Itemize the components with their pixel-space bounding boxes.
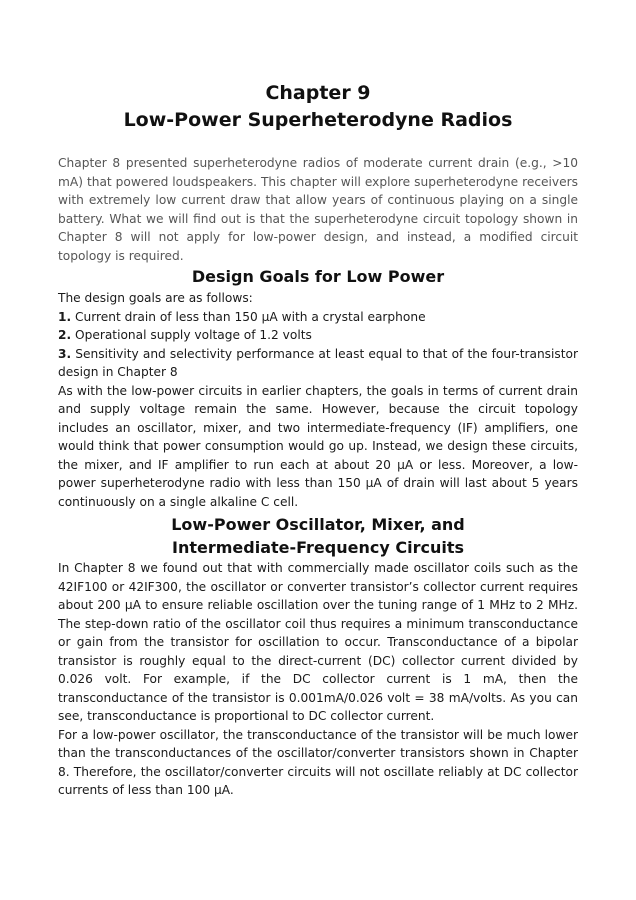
goal-text: Sensitivity and selectivity performance at least equal to that of the four-transistor design in Chapter 8 bbox=[58, 346, 579, 379]
goal-number: 3. bbox=[58, 346, 72, 361]
oscillator-paragraph-2: For a low-power oscillator, the transconductance of the transistor will be much lower than the transconductances of the oscillator/converter transistors shown in Chapter 8. Therefore, the oscillator/converter circuits will not oscillate reliably at DC collector currents of less than 100 μA. bbox=[58, 727, 578, 797]
goal-number: 1. bbox=[58, 309, 72, 324]
goal-item-3 bbox=[58, 345, 578, 382]
goal-number: 2. bbox=[58, 328, 72, 342]
section-heading-line-2: Intermediate-Frequency Circuits bbox=[172, 538, 464, 557]
goal-item-1 bbox=[58, 308, 578, 327]
design-goals-body: As with the low-power circuits in earlier chapters, the goals in terms of current drain and supply voltage remain the same. However, because the circuit topology includes an oscillator, mixer, and two intermediate-frequency (IF) amplifiers, one would think that power consumption would go up. Instead, we design these circuits, the mixer, and IF amplifier to run each at about 20 μA or less. Moreover, a low-power superheterodyne radio with less than 150 μA of drain will last about 5 years continuously on a single alkaline C cell. bbox=[58, 383, 578, 509]
goal-text: Operational supply voltage of 1.2 volts bbox=[75, 328, 312, 342]
goal-text: Current drain of less than 150 μA with a crystal earphone bbox=[75, 309, 426, 324]
section-heading-oscillator-mixer bbox=[58, 513, 578, 559]
section-heading-line-1: Low-Power Oscillator, Mixer, and bbox=[171, 515, 465, 534]
design-goals-lead: The design goals are as follows: bbox=[58, 291, 253, 305]
oscillator-paragraph-1: In Chapter 8 we found out that with commercially made oscillator coils such as the 42IF100 or 42IF300, the oscillator or converter transistor’s collector current requires about 200 μA to ensure reliable oscillation over the tuning range of 1 MHz to 2 MHz. The step-down ratio of the oscillator coil thus requires a minimum transconductance or gain from the transistor for oscillation to occur. Transconductance of a bipolar transistor is roughly equal to the direct-current (DC) collector current divided by 0.026 volt. For example, if the DC collector current is 1 mA, then the transconductance of the transistor is 0.001mA/0.026 volt = 38 mA/volts. As you can see, transconductance is proportional to DC collector current. bbox=[58, 561, 578, 723]
chapter-name: Low-Power Superheterodyne Radios bbox=[123, 109, 513, 131]
intro-paragraph: Chapter 8 presented superheterodyne radios of moderate current drain (e.g., >10 mA) that powered loudspeakers. This chapter will explore superheterodyne receivers with extremely low current draw that allow years of continuous playing on a single battery. What we will find out is that the superheterodyne circuit topology shown in Chapter 8 will not apply for low-power design, and instead, a modified circuit topology is required. bbox=[58, 156, 578, 263]
book-page bbox=[58, 80, 578, 800]
section-heading-design-goals: Design Goals for Low Power bbox=[191, 267, 445, 286]
chapter-number: Chapter 9 bbox=[265, 82, 371, 104]
goal-item-2 bbox=[58, 326, 578, 345]
chapter-title bbox=[58, 80, 578, 134]
